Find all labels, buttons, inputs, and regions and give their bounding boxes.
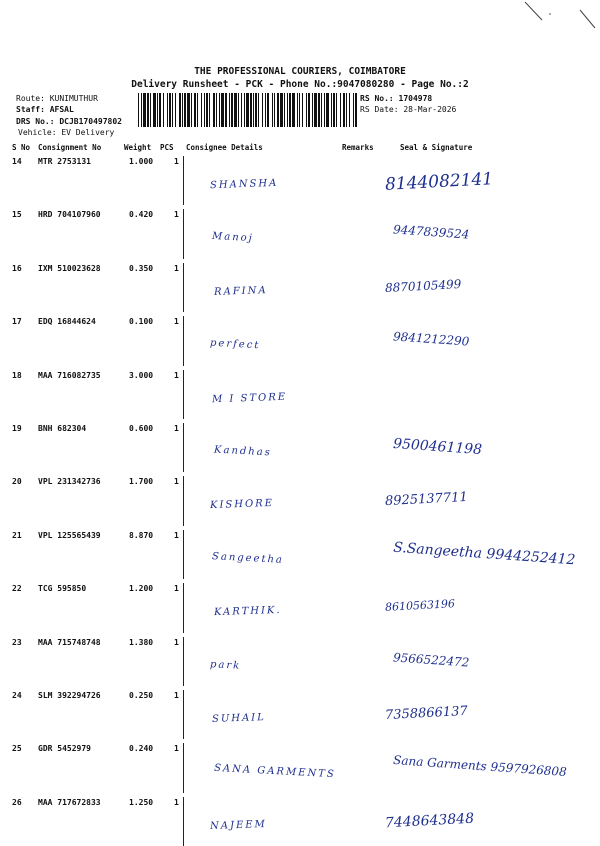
row-consignee-name: SANA GARMENTS bbox=[213, 763, 336, 781]
row-divider-line bbox=[183, 690, 184, 739]
row-weight: 0.240 bbox=[129, 744, 154, 754]
barcode-bar bbox=[143, 93, 146, 127]
row-sno: 22 bbox=[12, 584, 22, 594]
barcode-bar bbox=[308, 93, 310, 127]
row-sno: 23 bbox=[12, 637, 22, 647]
row-divider-line bbox=[183, 316, 184, 365]
barcode-bar bbox=[138, 93, 139, 127]
col-header-seal: Seal & Signature bbox=[400, 143, 473, 152]
row-sno: 20 bbox=[12, 477, 22, 487]
row-consignment-no: TCG 595850 bbox=[38, 584, 87, 594]
row-signature: 9447839524 bbox=[392, 222, 470, 243]
row-weight: 1.380 bbox=[129, 637, 154, 647]
row-divider-line bbox=[183, 743, 184, 792]
barcode-bar bbox=[333, 93, 335, 127]
row-consignment-no: SLM 392294726 bbox=[38, 691, 101, 700]
row-divider-line bbox=[183, 263, 184, 312]
row-consignment-no: VPL 125565439 bbox=[38, 530, 101, 540]
row-divider-line bbox=[183, 209, 184, 258]
barcode-bar bbox=[221, 93, 224, 127]
row-pcs: 1 bbox=[174, 530, 179, 540]
row-signature: Sana Garments 9597926808 bbox=[392, 753, 568, 780]
barcode-bar bbox=[272, 93, 273, 127]
row-sno: 14 bbox=[12, 157, 22, 166]
barcode-bar bbox=[321, 93, 322, 127]
barcode-bar bbox=[216, 93, 217, 127]
row-consignment-no: MAA 717672833 bbox=[38, 797, 101, 807]
barcode-bar bbox=[255, 93, 257, 127]
row-consignment-no: EDQ 16844624 bbox=[38, 317, 96, 327]
barcode-bar bbox=[331, 93, 332, 127]
barcode-bar bbox=[336, 93, 337, 127]
barcode-bar bbox=[167, 93, 168, 127]
barcode-bar bbox=[274, 93, 275, 127]
row-consignee-name: SUHAIL bbox=[211, 712, 266, 725]
barcode-bar bbox=[141, 93, 142, 127]
scan-mark-decoration bbox=[520, 0, 600, 40]
route-label: Route: KUNIMUTHUR bbox=[16, 94, 98, 103]
row-weight: 8.870 bbox=[129, 530, 154, 540]
row-divider-line bbox=[183, 476, 184, 525]
row-sno: 21 bbox=[12, 530, 22, 540]
row-weight: 1.250 bbox=[129, 797, 154, 807]
row-weight: 0.350 bbox=[129, 263, 154, 273]
barcode-bar bbox=[209, 93, 210, 127]
row-consignment-no: MAA 716082735 bbox=[38, 370, 101, 380]
row-divider-line bbox=[183, 797, 184, 846]
barcode-bar bbox=[280, 93, 283, 127]
row-consignee-name: park bbox=[209, 658, 242, 672]
barcode-bar bbox=[225, 93, 227, 127]
row-consignment-no: HRD 704107960 bbox=[38, 210, 101, 220]
row-pcs: 1 bbox=[174, 477, 179, 487]
barcode-bar bbox=[297, 93, 298, 127]
barcode-bar bbox=[287, 93, 288, 127]
barcode-bar bbox=[157, 93, 158, 127]
col-header-consignee: Consignee Details bbox=[186, 143, 263, 152]
barcode-bar bbox=[343, 93, 345, 127]
barcode-bar bbox=[253, 93, 254, 127]
row-pcs: 1 bbox=[174, 263, 179, 273]
barcode-bar bbox=[204, 93, 205, 127]
row-weight: 1.700 bbox=[129, 477, 154, 487]
row-pcs: 1 bbox=[174, 691, 179, 700]
barcode-bar bbox=[258, 93, 259, 127]
row-pcs: 1 bbox=[174, 797, 179, 807]
row-signature: 8870105499 bbox=[384, 276, 462, 295]
barcode-bar bbox=[182, 93, 183, 127]
drs-number: DRS No.: DCJB170497802 bbox=[16, 117, 122, 126]
row-sno: 16 bbox=[12, 263, 22, 273]
barcode-bar bbox=[241, 93, 242, 127]
row-divider-line bbox=[183, 423, 184, 472]
barcode-bar bbox=[194, 93, 196, 127]
vehicle-label: Vehicle: EV Delivery bbox=[18, 128, 115, 137]
barcode-bar bbox=[206, 93, 208, 127]
barcode-bar bbox=[163, 93, 164, 127]
col-header-pcs: PCS bbox=[160, 143, 174, 152]
barcode-bar bbox=[299, 93, 300, 127]
barcode-bar bbox=[172, 93, 173, 127]
barcode-bar bbox=[277, 93, 279, 127]
barcode-bar bbox=[169, 93, 171, 127]
row-consignee-name: Manoj bbox=[211, 231, 255, 245]
row-signature: 8925137711 bbox=[384, 490, 469, 510]
barcode-bar bbox=[191, 93, 192, 127]
row-weight: 0.420 bbox=[129, 210, 154, 220]
rs-date: RS Date: 28-Mar-2026 bbox=[360, 105, 457, 114]
row-signature: 7358866137 bbox=[384, 703, 469, 724]
row-consignment-no: MTR 2753131 bbox=[38, 157, 91, 166]
barcode-image bbox=[138, 93, 358, 127]
barcode-bar bbox=[238, 93, 239, 127]
barcode-bar bbox=[312, 93, 313, 127]
barcode-bar bbox=[326, 93, 329, 127]
row-pcs: 1 bbox=[174, 210, 179, 220]
barcode-bar bbox=[349, 93, 350, 127]
row-consignment-no: IXM 510023628 bbox=[38, 263, 101, 273]
row-consignment-no: GDR 5452979 bbox=[38, 744, 91, 754]
barcode-bar bbox=[153, 93, 156, 127]
row-signature: 7448643848 bbox=[384, 810, 475, 832]
row-weight: 1.200 bbox=[129, 584, 154, 594]
row-sno: 15 bbox=[12, 210, 22, 220]
row-pcs: 1 bbox=[174, 637, 179, 647]
row-consignment-no: MAA 715748748 bbox=[38, 637, 101, 647]
row-weight: 1.000 bbox=[129, 157, 154, 166]
row-consignment-no: VPL 231342736 bbox=[38, 477, 101, 487]
barcode-bar bbox=[150, 93, 151, 127]
row-sno: 25 bbox=[12, 744, 22, 754]
row-pcs: 1 bbox=[174, 584, 179, 594]
row-weight: 0.100 bbox=[129, 317, 154, 327]
row-pcs: 1 bbox=[174, 424, 179, 433]
barcode-bar bbox=[246, 93, 249, 127]
row-sno: 24 bbox=[12, 691, 22, 700]
barcode-bar bbox=[213, 93, 215, 127]
barcode-bar bbox=[262, 93, 263, 127]
row-divider-line bbox=[183, 637, 184, 686]
col-header-sno: S No bbox=[12, 143, 31, 152]
barcode-bar bbox=[265, 93, 266, 127]
barcode-bar bbox=[179, 93, 181, 127]
row-sno: 17 bbox=[12, 317, 22, 327]
barcode-bar bbox=[231, 93, 233, 127]
row-divider-line bbox=[183, 583, 184, 632]
row-consignment-no: BNH 682304 bbox=[38, 424, 87, 433]
barcode-bar bbox=[184, 93, 186, 127]
barcode-bar bbox=[175, 93, 176, 127]
barcode-bar bbox=[324, 93, 325, 127]
barcode-bar bbox=[289, 93, 291, 127]
row-consignee-name: KISHORE bbox=[209, 498, 275, 512]
barcode-bar bbox=[229, 93, 230, 127]
col-header-remarks: Remarks bbox=[342, 143, 374, 152]
barcode-bar bbox=[267, 93, 269, 127]
row-pcs: 1 bbox=[174, 370, 179, 380]
col-header-weight: Weight bbox=[124, 143, 152, 152]
barcode-bar bbox=[355, 93, 357, 127]
barcode-bar bbox=[318, 93, 320, 127]
barcode-bar bbox=[302, 93, 303, 127]
barcode-bar bbox=[340, 93, 341, 127]
row-consignee-name: KARTHIK. bbox=[213, 605, 282, 619]
row-pcs: 1 bbox=[174, 157, 179, 166]
col-header-consignment: Consignment No bbox=[38, 143, 102, 152]
row-consignee-name: RAFINA bbox=[213, 284, 268, 298]
row-consignee-name: Sangeetha bbox=[211, 550, 285, 566]
barcode-bar bbox=[159, 93, 161, 127]
barcode-bar bbox=[346, 93, 347, 127]
barcode-bar bbox=[201, 93, 202, 127]
row-signature: 9841212290 bbox=[392, 329, 470, 349]
row-consignee-name: NAJEEM bbox=[209, 818, 268, 832]
row-divider-line bbox=[183, 370, 184, 419]
row-consignee-name: Kandhas bbox=[213, 444, 273, 459]
row-pcs: 1 bbox=[174, 744, 179, 754]
barcode-bar bbox=[314, 93, 317, 127]
staff-label: Staff: AFSAL bbox=[16, 105, 74, 114]
row-divider-line bbox=[183, 530, 184, 579]
barcode-bar bbox=[306, 93, 307, 127]
company-title: THE PROFESSIONAL COURIERS, COIMBATORE bbox=[194, 66, 406, 77]
barcode-bar bbox=[284, 93, 285, 127]
barcode-bar bbox=[353, 93, 354, 127]
barcode-bar bbox=[197, 93, 198, 127]
row-consignee-name: perfect bbox=[209, 337, 261, 352]
row-consignee-name: SHANSHA bbox=[209, 177, 279, 192]
row-sno: 19 bbox=[12, 424, 22, 433]
runsheet-subtitle: Delivery Runsheet - PCK - Phone No.:9047080280 - Page No.:2 bbox=[131, 79, 469, 90]
barcode-bar bbox=[219, 93, 220, 127]
row-sno: 18 bbox=[12, 370, 22, 380]
row-consignee-name: M I STORE bbox=[211, 391, 288, 405]
row-divider-line bbox=[183, 156, 184, 205]
barcode-bar bbox=[147, 93, 149, 127]
row-sno: 26 bbox=[12, 797, 22, 807]
row-signature: 8144082141 bbox=[384, 169, 494, 195]
row-signature: 9500461198 bbox=[392, 435, 483, 459]
barcode-bar bbox=[244, 93, 245, 127]
barcode-bar bbox=[234, 93, 237, 127]
row-signature: S.Sangeetha 9944252412 bbox=[392, 539, 576, 569]
row-signature: 9566522472 bbox=[392, 649, 470, 670]
row-pcs: 1 bbox=[174, 317, 179, 327]
row-weight: 3.000 bbox=[129, 370, 154, 380]
row-weight: 0.600 bbox=[129, 424, 154, 433]
barcode-bar bbox=[250, 93, 252, 127]
row-weight: 0.250 bbox=[129, 691, 154, 700]
row-signature: 8610563196 bbox=[384, 597, 456, 615]
rs-number: RS No.: 1704978 bbox=[360, 94, 433, 103]
barcode-bar bbox=[292, 93, 295, 127]
barcode-bar bbox=[187, 93, 190, 127]
